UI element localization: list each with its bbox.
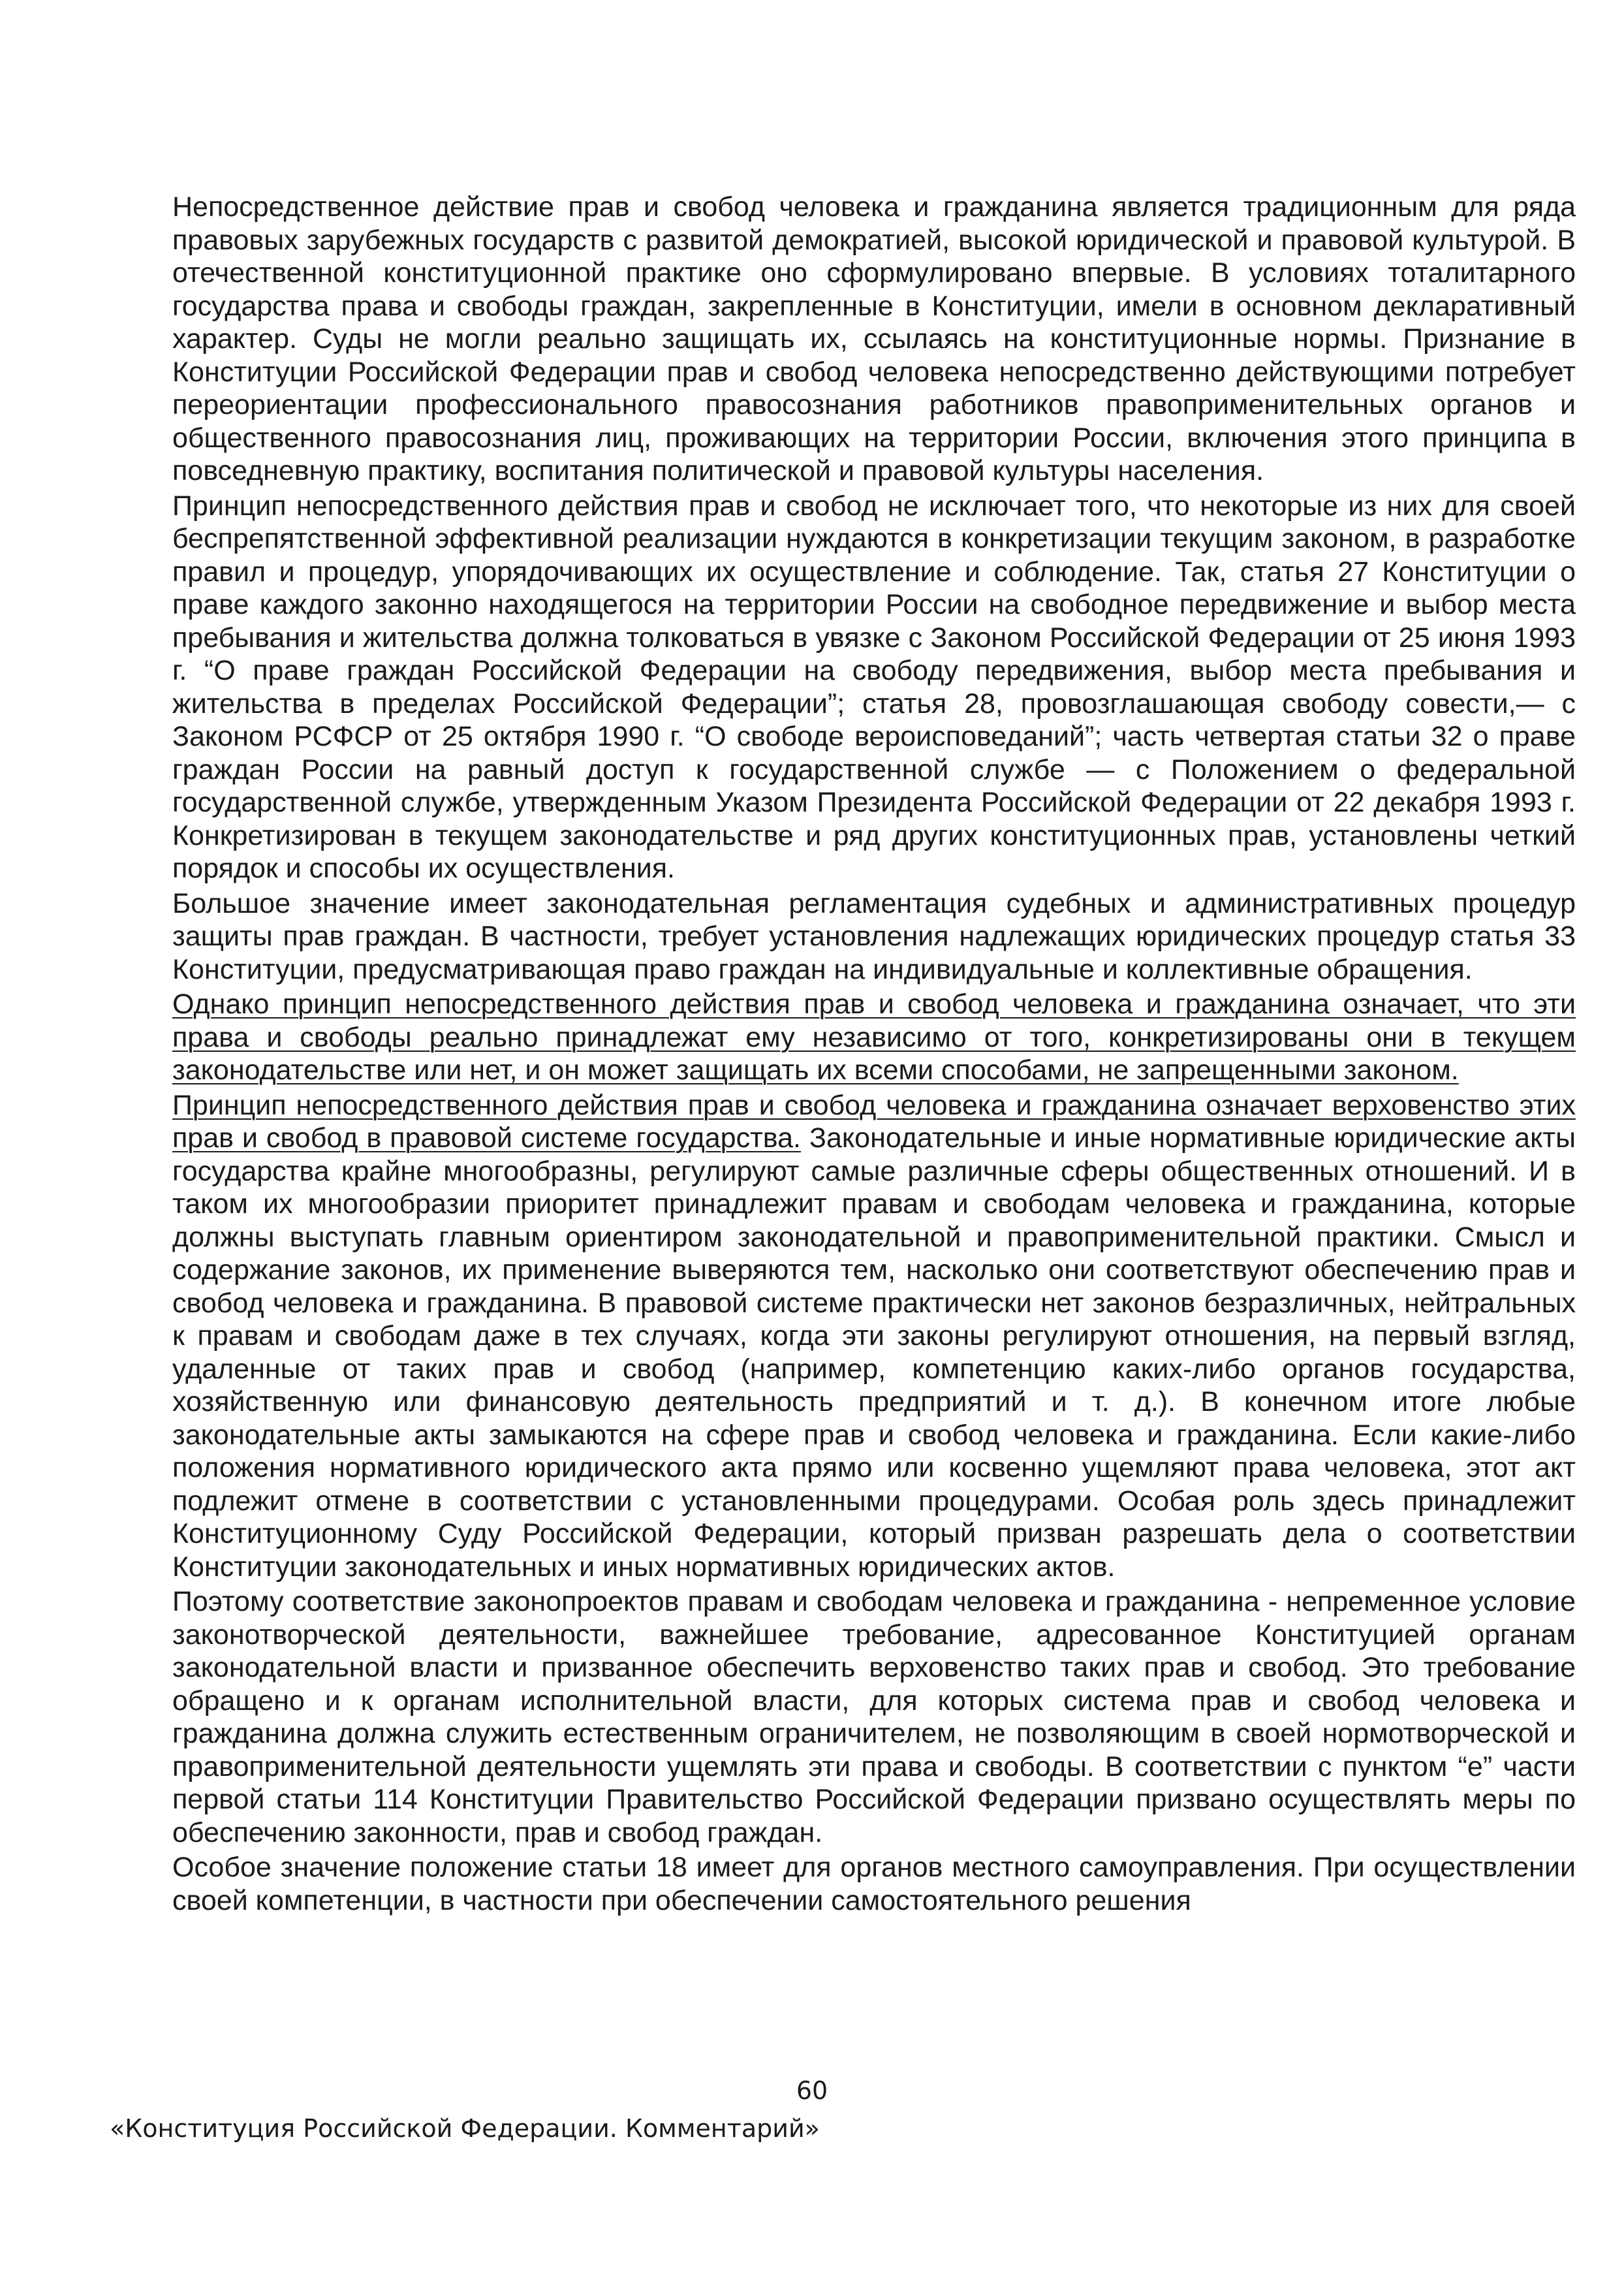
document-body: [172, 191, 1576, 1919]
paragraph-underlined-principle: Однако принцип непосредственного действия прав и свобод человека и гражданина означает, что эти права и свободы реально принадлежат ему независимо от того, конкретизированы они в текущем законодательстве или нет, и он может защищать их всеми способами, не запрещенными законом.: [172, 988, 1576, 1086]
paragraph-supremacy: [172, 1089, 1576, 1584]
paragraph-local-government: Особое значение положение статьи 18 имеет для органов местного самоуправления. При осуществлении своей компетенции, в частности при обеспечении самостоятельного решения: [172, 1852, 1576, 1916]
paragraph-concretization: Принцип непосредственного действия прав и свобод не исключает того, что некоторые из них для своей беспрепятственной эффективной реализации нуждаются в конкретизации текущим законом, в разработке правил и процедур, упорядочивающих их осуществление и соблюдение. Так, статья 27 Конституции о праве каждого законно находящегося на территории России на свободное передвижение и выбор места пребывания и жительства должна толковаться в увязке с Законом Российской Федерации от 25 июня 1993 г. “О праве граждан Российской Федерации на свободу передвижения, выбор места пребывания и жительства в пределах Российской Федерации”; статья 28, провозглашающая свободу совести,— с Законом РСФСР от 25 октября 1990 г. “О свободе вероисповеданий”; часть четвертая статьи 32 о праве граждан России на равный доступ к государственной службе — с Положением о федеральной государственной службе, утвержденным Указом Президента Российской Федерации от 22 декабря 1993 г. Конкретизирован в текущем законодательстве и ряд других конституционных прав, установлены четкий порядок и способы их осуществления.: [172, 490, 1576, 884]
underlined-sentence: Принцип непосредственного действия прав и свобод человека и гражданина означает верховенство этих прав и свобод в правовой системе государства.: [172, 1089, 1576, 1154]
paragraph-supremacy-rest: Законодательные и иные нормативные юридические акты государства крайне многообразны, регулируют самые различные сферы общественных отношений. И в таком их многообразии приоритет принадлежит правам и свободам человека и гражданина, которые должны выступать главным ориентиром законодательной и правоприменительной практики. Смысл и содержание законов, их применение выверяются тем, насколько они соответствуют обеспечению прав и свобод человека и гражданина. В правовой системе практически нет законов безразличных, нейтральных к правам и свободам даже в тех случаях, когда эти законы регулируют отношения, на первый взгляд, удаленные от таких прав и свобод (например, компетенцию каких-либо органов государства, хозяйственную или финансовую деятельность предприятий и т. д.). В конечном итоге любые законодательные акты замыкаются на сфере прав и свобод человека и гражданина. Если какие-либо положения нормативного юридического акта прямо или косвенно ущемляют права человека, этот акт подлежит отмене в соответствии с установленными процедурами. Особая роль здесь принадлежит Конституционному Суду Российской Федерации, который призван разрешать дела о соответствии Конституции законодательных и иных нормативных юридических актов.: [172, 1122, 1576, 1583]
paragraph-lawmaking: Поэтому соответствие законопроектов правам и свободам человека и гражданина - непременное условие законотворческой деятельности, важнейшее требование, адресованное Конституцией органам законодательной власти и призванное обеспечить верховенство таких прав и свобод. Это требование обращено и к органам исполнительной власти, для которых система прав и свобод человека и гражданина должна служить естественным ограничителем, не позволяющим в своей нормотворческой и правоприменительной деятельности ущемлять эти права и свободы. В соответствии с пунктом “е” части первой статьи 114 Конституции Правительство Российской Федерации призвано осуществлять меры по обеспечению законности, прав и свобод граждан.: [172, 1586, 1576, 1848]
book-title-footer: «Конституция Российской Федерации. Комментарий»: [110, 2114, 820, 2143]
paragraph-direct-action: Непосредственное действие прав и свобод человека и гражданина является традиционным для ряда правовых зарубежных государств с развитой демократией, высокой юридической и правовой культурой. В отечественной конституционной практике оно сформулировано впервые. В условиях тоталитарного государства права и свободы граждан, закрепленные в Конституции, имели в основном декларативный характер. Суды не могли реально защищать их, ссылаясь на конституционные нормы. Признание в Конституции Российской Федерации прав и свобод человека непосредственно действующими потребует переориентации профессионального правосознания работников правоприменительных органов и общественного правосознания лиц, проживающих на территории России, включения этого принципа в повседневную практику, воспитания политической и правовой культуры населения.: [172, 191, 1576, 486]
paragraph-procedures: Большое значение имеет законодательная регламентация судебных и административных процедур защиты прав граждан. В частности, требует установления надлежащих юридических процедур статья 33 Конституции, предусматривающая право граждан на индивидуальные и коллективные обращения.: [172, 887, 1576, 985]
page-number: 60: [796, 2076, 828, 2105]
